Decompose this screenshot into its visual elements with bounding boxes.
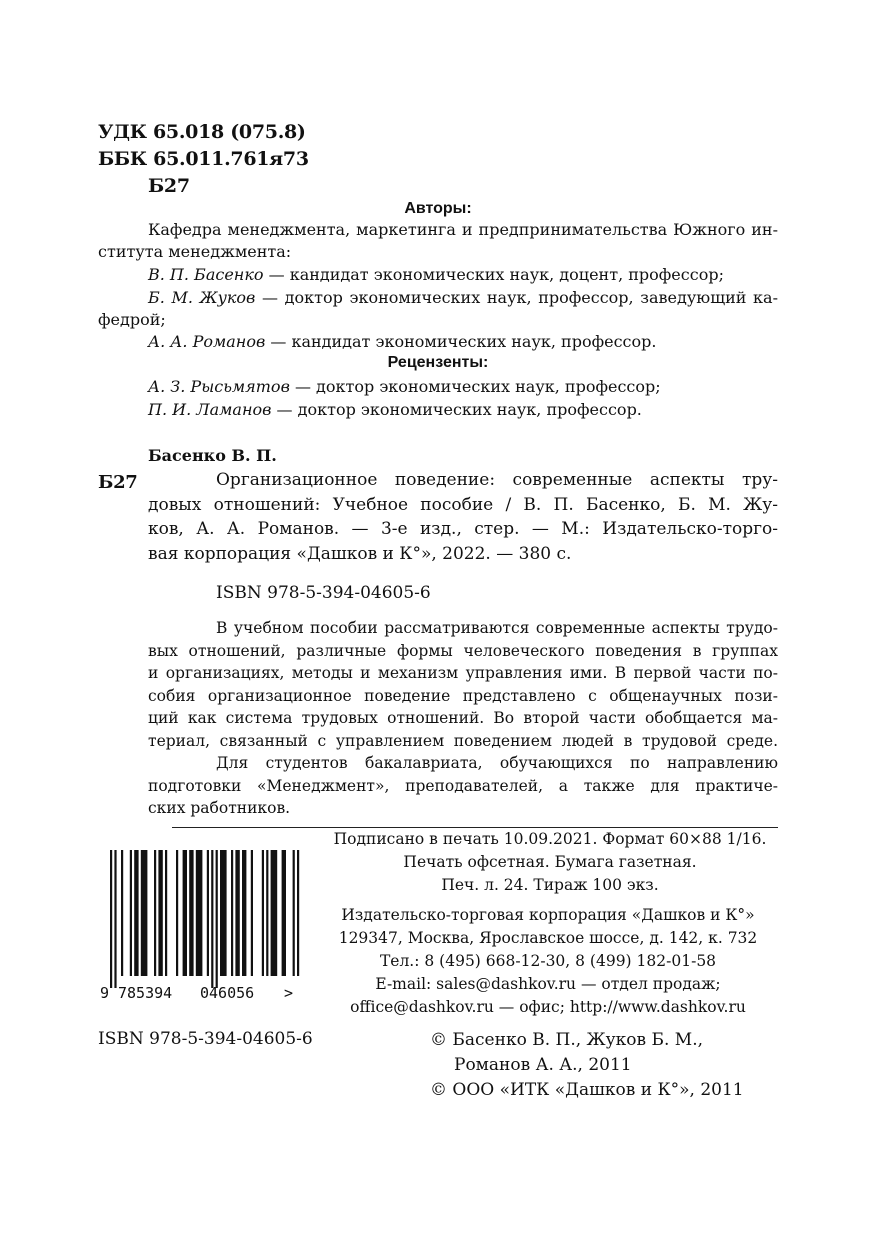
- author-mark: Б27: [148, 175, 190, 197]
- barcode-bar: [154, 850, 156, 976]
- barcode-arrow: >: [284, 984, 294, 1002]
- author-3: [148, 331, 656, 353]
- annotation-line-3: и организациях, методы и механизм управления ими. В первой части по-: [148, 664, 778, 682]
- authors-heading: Авторы:: [404, 200, 472, 217]
- imprint-email: E-mail: sales@dashkov.ru — отдел продаж;: [375, 975, 721, 993]
- barcode-bar: [165, 850, 167, 976]
- barcode-bar: [134, 850, 138, 976]
- barcode-icon: [100, 850, 300, 1002]
- biblio-isbn: ISBN 978-5-394-04605-6: [216, 583, 431, 603]
- biblio-mark: Б27: [98, 472, 138, 493]
- imprint-address: 129347, Москва, Ярославское шоссе, д. 142, к. 732: [338, 929, 758, 947]
- barcode-bar: [216, 850, 218, 988]
- biblio-line-4: вая корпорация «Дашков и К°», 2022. — 380 с.: [148, 543, 572, 564]
- annotation-line-9: ских работников.: [148, 799, 291, 817]
- author-1-desc: — кандидат экономических наук, доцент, профессор;: [263, 265, 724, 284]
- annotation-line-7: Для студентов бакалавриата, обучающихся по направлению: [216, 754, 778, 772]
- copyright-publisher: © ООО «ИТК «Дашков и К°», 2011: [430, 1080, 744, 1100]
- barcode-bar: [141, 850, 148, 976]
- bbk-code: ББК 65.011.761я73: [98, 148, 309, 170]
- biblio-line-3: ков, А. А. Романов. — 3-е изд., стер. — М.: Издательско-торго-: [148, 519, 778, 539]
- annotation-line-8: подготовки «Менеджмент», преподавателей, а также для практиче-: [148, 776, 778, 795]
- barcode-bar: [251, 850, 253, 976]
- author-3-desc: — кандидат экономических наук, профессор.: [265, 332, 657, 351]
- barcode-bar: [282, 850, 286, 976]
- author-1: [148, 264, 724, 286]
- imprint-publisher-info: [318, 904, 778, 1019]
- barcode-digits-group2: 046056: [200, 984, 255, 1002]
- imprint-signed: Подписано в печать 10.09.2021. Формат 60×88 1/16.: [333, 830, 767, 848]
- annotation-line-4: собия организационное поведение представлено с общенаучных пози-: [148, 686, 778, 705]
- reviewers-heading: Рецензенты:: [387, 354, 489, 371]
- biblio-line-1: Организационное поведение: современные аспекты тру-: [216, 470, 778, 490]
- reviewer-2-desc: — доктор экономических наук, профессор.: [271, 400, 642, 419]
- imprint-print-info: [320, 828, 780, 897]
- barcode-bar: [266, 850, 268, 976]
- barcode-bar: [207, 850, 209, 976]
- annotation-line-1: В учебном пособии рассматриваются современные аспекты трудо-: [216, 619, 778, 637]
- barcode-bar: [271, 850, 278, 976]
- footer-copyrights: [430, 1028, 744, 1103]
- author-2-desc: — доктор экономических наук, профессор, заведующий ка-: [255, 288, 778, 307]
- barcode-digits-group1: 785394: [118, 984, 173, 1002]
- barcode-digit-first: 9: [100, 984, 110, 1002]
- author-2-name: Б. М. Жуков: [148, 288, 256, 307]
- barcode-bar: [293, 850, 295, 976]
- barcode-bar: [114, 850, 116, 988]
- imprint-phone: Тел.: 8 (495) 668-12-30, 8 (499) 182-01-58: [379, 952, 717, 970]
- biblio-author: Басенко В. П.: [148, 446, 277, 465]
- reviewer-2-name: П. И. Ламанов: [148, 400, 272, 419]
- annotation-line-6: териал, связанный с управлением поведением людей в трудовой среде.: [148, 731, 778, 750]
- copyright-authors: © Басенко В. П., Жуков Б. М.,: [430, 1030, 703, 1050]
- barcode-bar: [110, 850, 112, 988]
- reviewer-1: [148, 376, 661, 398]
- imprint-publisher: Издательско-торговая корпорация «Дашков и К°»: [341, 906, 755, 924]
- authors-org-line2: ститута менеджмента:: [98, 242, 292, 261]
- barcode-bar: [130, 850, 132, 976]
- barcode-bar: [297, 850, 299, 976]
- barcode-bar: [196, 850, 203, 976]
- annotation: [148, 617, 778, 820]
- authors-block: [148, 219, 778, 241]
- barcode-bar: [220, 850, 227, 976]
- barcode-bar: [242, 850, 246, 976]
- barcode-bar: [176, 850, 178, 976]
- barcode-bar: [211, 850, 213, 988]
- barcode-bar: [235, 850, 239, 976]
- reviewer-1-desc: — доктор экономических наук, профессор;: [289, 377, 661, 396]
- imprint-office: office@dashkov.ru — офис; http://www.dashkov.ru: [350, 998, 746, 1016]
- annotation-line-2: вых отношений, различные формы человеческого поведения в группах: [148, 641, 778, 660]
- barcode-bar: [262, 850, 264, 976]
- reviewer-2: [148, 399, 642, 421]
- author-3-name: А. А. Романов: [148, 332, 266, 351]
- annotation-line-5: ций как система трудовых отношений. Во второй части обобщается ма-: [148, 709, 778, 727]
- copyright-authors-cont: Романов А. А., 2011: [454, 1055, 632, 1075]
- barcode-bar: [158, 850, 162, 976]
- barcode-bar: [189, 850, 193, 976]
- author-1-name: В. П. Басенко: [148, 265, 264, 284]
- imprint-sheets: Печ. л. 24. Тираж 100 экз.: [441, 876, 659, 894]
- barcode-bar: [183, 850, 187, 976]
- footer-isbn: ISBN 978-5-394-04605-6: [98, 1029, 313, 1049]
- isbn-barcode: [100, 850, 300, 1002]
- biblio-line-2: довых отношений: Учебное пособие / В. П. Басенко, Б. М. Жу-: [148, 494, 778, 515]
- biblio-description: [148, 468, 778, 566]
- udk-code: УДК 65.018 (075.8): [98, 121, 306, 143]
- barcode-bar: [121, 850, 123, 976]
- imprint-print: Печать офсетная. Бумага газетная.: [403, 853, 697, 871]
- barcode-bar: [231, 850, 233, 976]
- author-2: [148, 287, 778, 309]
- authors-org-line1: Кафедра менеджмента, маркетинга и предпринимательства Южного ин-: [148, 220, 778, 239]
- reviewer-1-name: А. З. Рысьмятов: [148, 377, 290, 396]
- author-2-desc-cont: федрой;: [98, 310, 166, 329]
